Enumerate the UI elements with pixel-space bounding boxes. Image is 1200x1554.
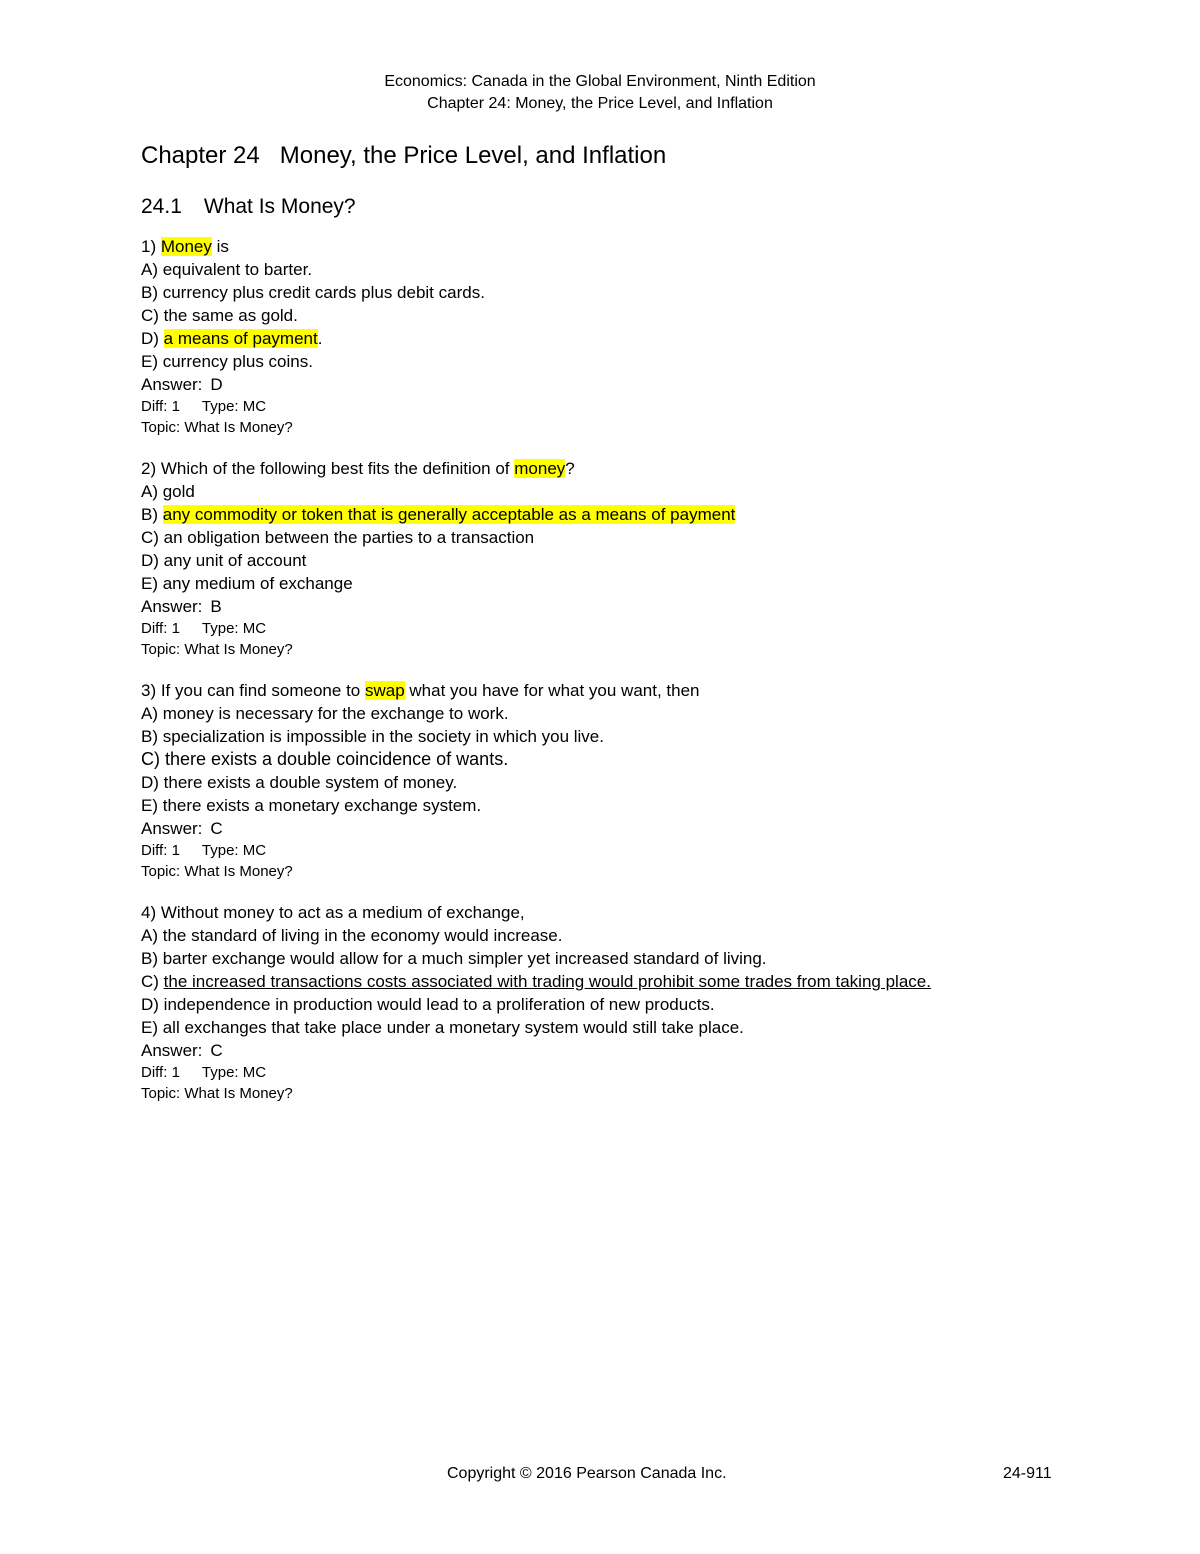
running-header — [0, 71, 1200, 115]
header-chapter-title: Chapter 24: Money, the Price Level, and Inflation — [427, 95, 773, 112]
question-type: Type: MC — [201, 398, 267, 415]
document-body — [141, 139, 1071, 1123]
option-d: D) independence in production would lead to a proliferation of new products. — [141, 995, 715, 1014]
option-a: A) the standard of living in the economy would increase. — [141, 926, 563, 945]
option-e: E) all exchanges that take place under a monetary system would still take place. — [141, 1018, 744, 1037]
section-title: What Is Money? — [203, 195, 356, 218]
answer-line — [141, 817, 1071, 840]
option-e: E) any medium of exchange — [141, 574, 353, 593]
question-type: Type: MC — [201, 620, 267, 637]
section-heading — [141, 192, 1071, 222]
option-a: A) gold — [141, 482, 195, 501]
chapter-number: Chapter 24 — [141, 142, 260, 169]
option-c: C) an obligation between the parties to a transaction — [141, 528, 535, 547]
difficulty: Diff: 1 — [141, 620, 180, 637]
highlighted-term: swap — [364, 681, 405, 700]
option-b: B) barter exchange would allow for a much simpler yet increased standard of living. — [141, 949, 767, 968]
answer-value: C — [210, 819, 223, 838]
option-e: E) currency plus coins. — [141, 352, 313, 371]
option-d: D) any unit of account — [141, 551, 307, 570]
diff-type-line — [141, 618, 1071, 639]
option-d — [141, 327, 1071, 350]
option-e: E) there exists a monetary exchange system. — [141, 796, 482, 815]
answer-label: Answer: — [141, 1041, 203, 1060]
answer-line — [141, 595, 1071, 618]
chapter-heading — [141, 139, 1071, 173]
answer-label: Answer: — [141, 597, 203, 616]
highlighted-answer: a means of payment — [163, 329, 318, 348]
stem-text: 1) — [141, 237, 161, 256]
highlighted-term: money — [514, 459, 566, 478]
option-b — [141, 503, 1071, 526]
option-b: B) specialization is impossible in the society in which you live. — [141, 727, 604, 746]
question-3 — [141, 679, 1071, 882]
question-stem — [141, 679, 1071, 702]
highlighted-answer: any commodity or token that is generally acceptable as a means of payment — [162, 505, 736, 524]
question-2 — [141, 457, 1071, 660]
stem-text: what you have for what you want, then — [404, 681, 700, 700]
option-letter: D) — [141, 329, 164, 348]
stem-text: 2) Which of the following best fits the definition of — [141, 459, 515, 478]
diff-type-line — [141, 1062, 1071, 1083]
topic-line: Topic: What Is Money? — [141, 641, 293, 658]
answer-label: Answer: — [141, 819, 203, 838]
underlined-answer: the increased transactions costs associated with trading would prohibit some trades from taking place. — [163, 972, 931, 991]
answer-line — [141, 373, 1071, 396]
question-type: Type: MC — [201, 842, 267, 859]
highlighted-term: Money — [160, 237, 212, 256]
stem-text: 3) If you can find someone to — [141, 681, 365, 700]
question-stem: 4) Without money to act as a medium of exchange, — [141, 903, 525, 922]
question-4 — [141, 901, 1071, 1104]
section-number: 24.1 — [141, 195, 182, 218]
diff-type-line — [141, 396, 1071, 417]
diff-type-line — [141, 840, 1071, 861]
page-number: 24-911 — [1003, 1465, 1052, 1482]
answer-value: C — [210, 1041, 223, 1060]
question-stem — [141, 457, 1071, 480]
stem-text: ? — [565, 459, 575, 478]
topic-line: Topic: What Is Money? — [141, 1085, 293, 1102]
answer-value: B — [210, 597, 222, 616]
question-type: Type: MC — [201, 1064, 267, 1081]
option-c: C) the same as gold. — [141, 306, 298, 325]
option-a: A) money is necessary for the exchange to work. — [141, 704, 509, 723]
question-stem — [141, 235, 1071, 258]
copyright-notice: Copyright © 2016 Pearson Canada Inc. — [447, 1465, 727, 1482]
option-a: A) equivalent to barter. — [141, 260, 313, 279]
option-c: C) there exists a double coincidence of wants. — [141, 749, 509, 769]
question-1 — [141, 235, 1071, 438]
topic-line: Topic: What Is Money? — [141, 419, 293, 436]
answer-value: D — [210, 375, 223, 394]
difficulty: Diff: 1 — [141, 398, 180, 415]
header-book-title: Economics: Canada in the Global Environment, Ninth Edition — [384, 73, 816, 90]
option-letter: B) — [141, 505, 163, 524]
answer-line — [141, 1039, 1071, 1062]
option-letter: C) — [141, 972, 164, 991]
difficulty: Diff: 1 — [141, 842, 180, 859]
chapter-title: Money, the Price Level, and Inflation — [279, 142, 667, 169]
option-punct: . — [317, 329, 323, 348]
option-b: B) currency plus credit cards plus debit cards. — [141, 283, 485, 302]
answer-label: Answer: — [141, 375, 203, 394]
topic-line: Topic: What Is Money? — [141, 863, 293, 880]
option-c — [141, 970, 1071, 993]
option-d: D) there exists a double system of money. — [141, 773, 458, 792]
stem-text: is — [211, 237, 229, 256]
difficulty: Diff: 1 — [141, 1064, 180, 1081]
